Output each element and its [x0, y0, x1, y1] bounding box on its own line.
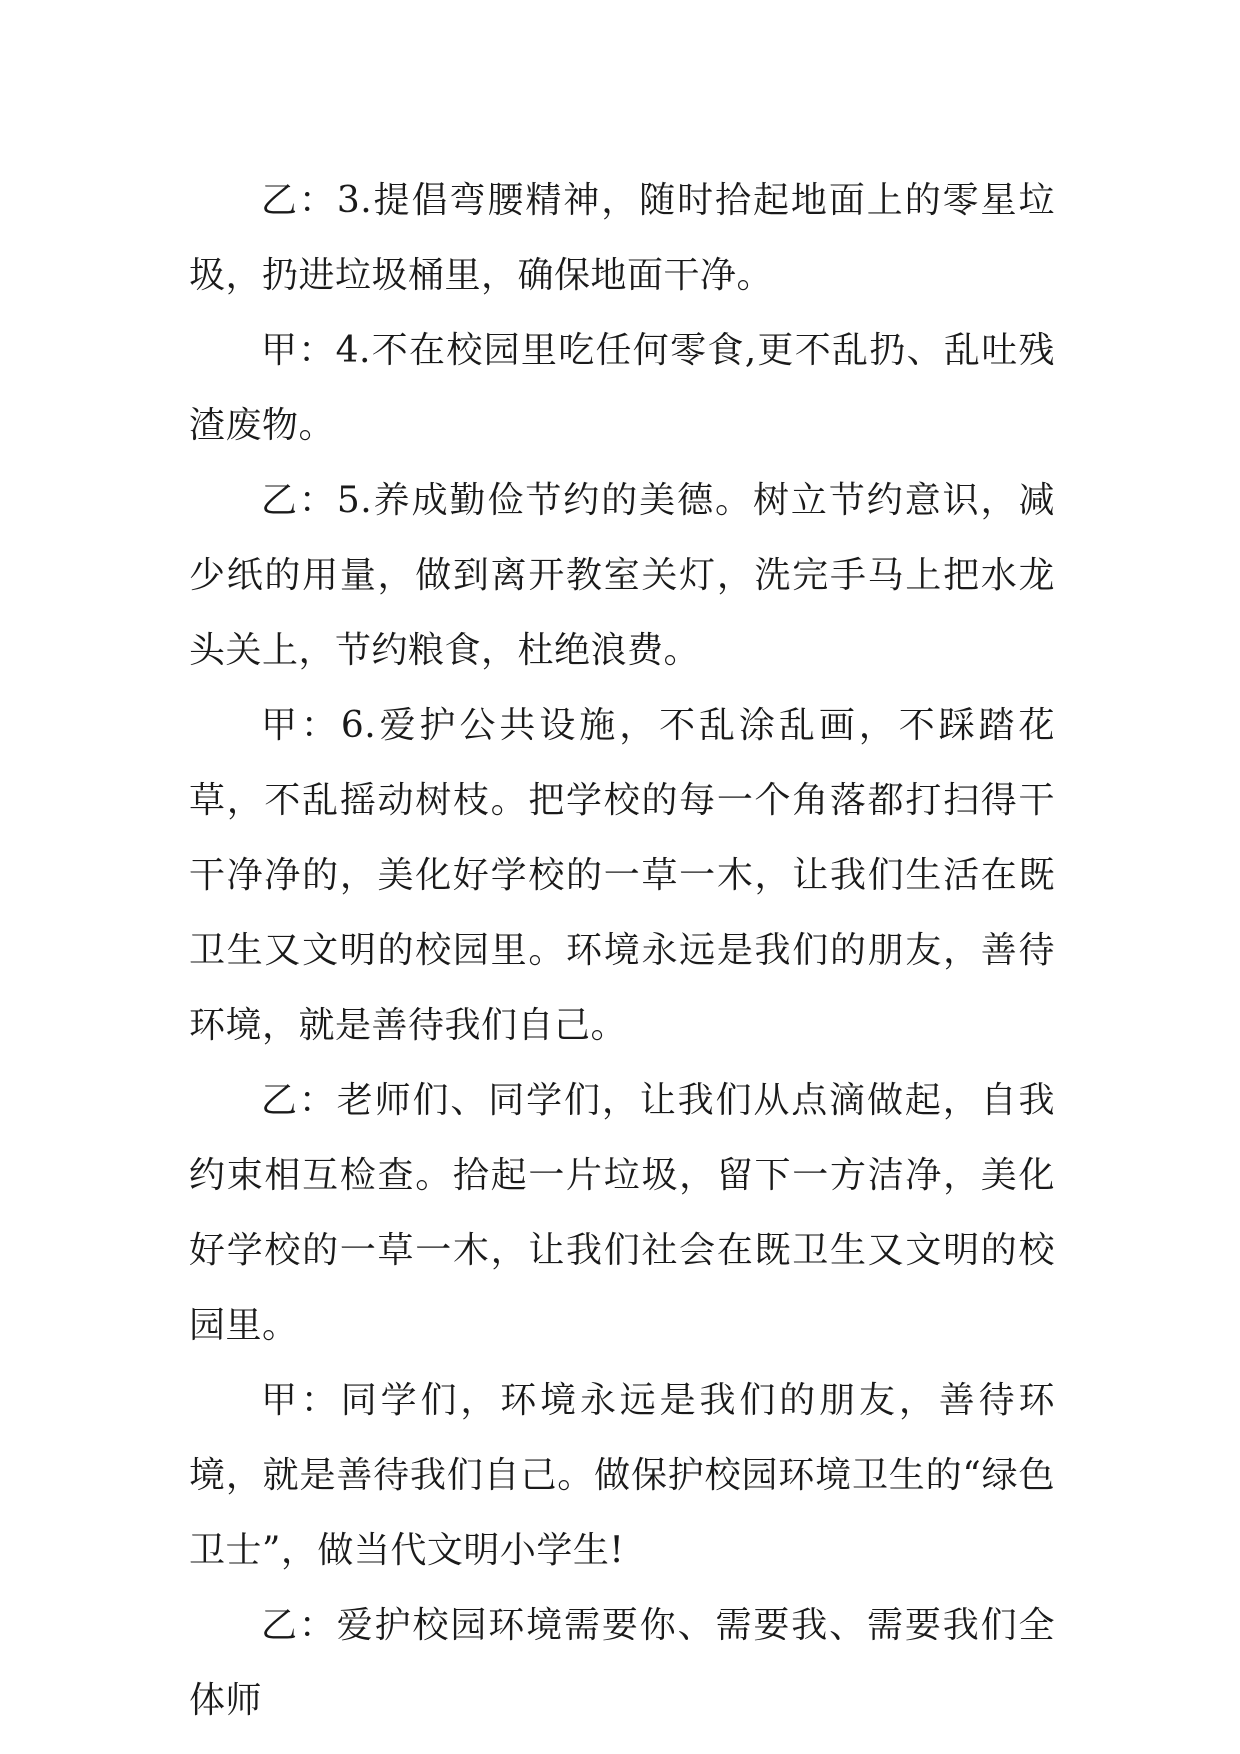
paragraph-5: 乙：老师们、同学们，让我们从点滴做起，自我约束相互检查。拾起一片垃圾，留下一方洁净，美化好学校的一草一木，让我们社会在既卫生又文明的校园里。: [189, 1080, 1055, 1346]
paragraph-4: 甲：6.爱护公共设施，不乱涂乱画，不踩踏花草，不乱摇动树枝。把学校的每一个角落都打扫得干干净净的，美化好学校的一草一木，让我们生活在既卫生又文明的校园里。环境永远是我们的朋友，善待环境，就是善待我们自己。: [189, 705, 1055, 1046]
paragraph-6: 甲：同学们，环境永远是我们的朋友，善待环境，就是善待我们自己。做保护校园环境卫生的“绿色卫士”，做当代文明小学生!: [189, 1380, 1055, 1571]
paragraph-1: 乙：3.提倡弯腰精神，随时拾起地面上的零星垃圾，扔进垃圾桶里，确保地面干净。: [189, 180, 1055, 296]
paragraph-2: 甲：4.不在校园里吃任何零食,更不乱扔、乱吐残渣废物。: [189, 330, 1055, 446]
document-body: [189, 163, 1055, 1738]
paragraph-7: 乙：爱护校园环境需要你、需要我、需要我们全体师: [189, 1605, 1055, 1721]
paragraph-3: 乙：5.养成勤俭节约的美德。树立节约意识，减少纸的用量，做到离开教室关灯，洗完手马上把水龙头关上，节约粮食，杜绝浪费。: [189, 480, 1055, 671]
